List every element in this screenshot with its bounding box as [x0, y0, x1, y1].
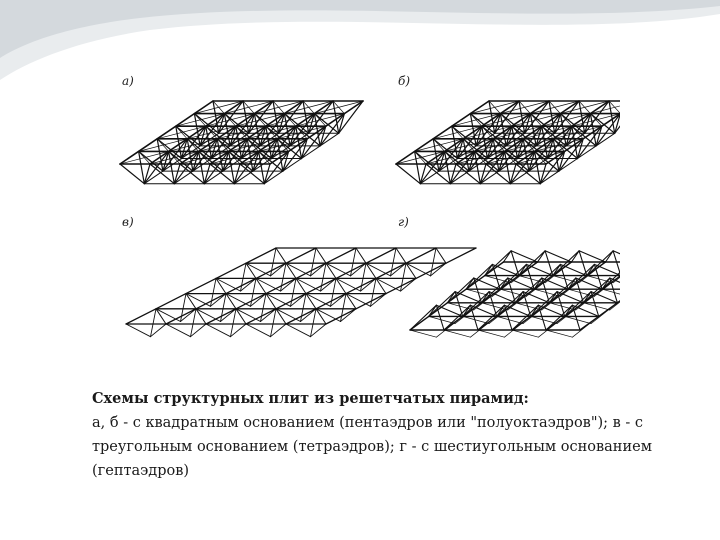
panel-label-v: в): [122, 215, 134, 229]
panel-label-b: б): [398, 74, 411, 88]
panel-label-a: а): [122, 74, 134, 88]
panel-label-g: г): [398, 215, 409, 229]
square-pyramid-grid-icon: [396, 101, 620, 184]
caption-title: Схемы структурных плит из решетчатых пирамид:: [92, 390, 529, 407]
square-pyramid-grid-icon: [120, 101, 363, 184]
figure-caption: [92, 387, 652, 483]
lattice-pyramid-figure: [100, 62, 620, 362]
triangular-tetrahedron-grid-icon: [126, 248, 476, 337]
caption-body: а, б - с квадратным основанием (пентаэдров или "полуоктаэдров"); в - с треугольным основанием (тетраэдров); г - с шестиугольным основанием (гептаэдров): [92, 415, 652, 479]
